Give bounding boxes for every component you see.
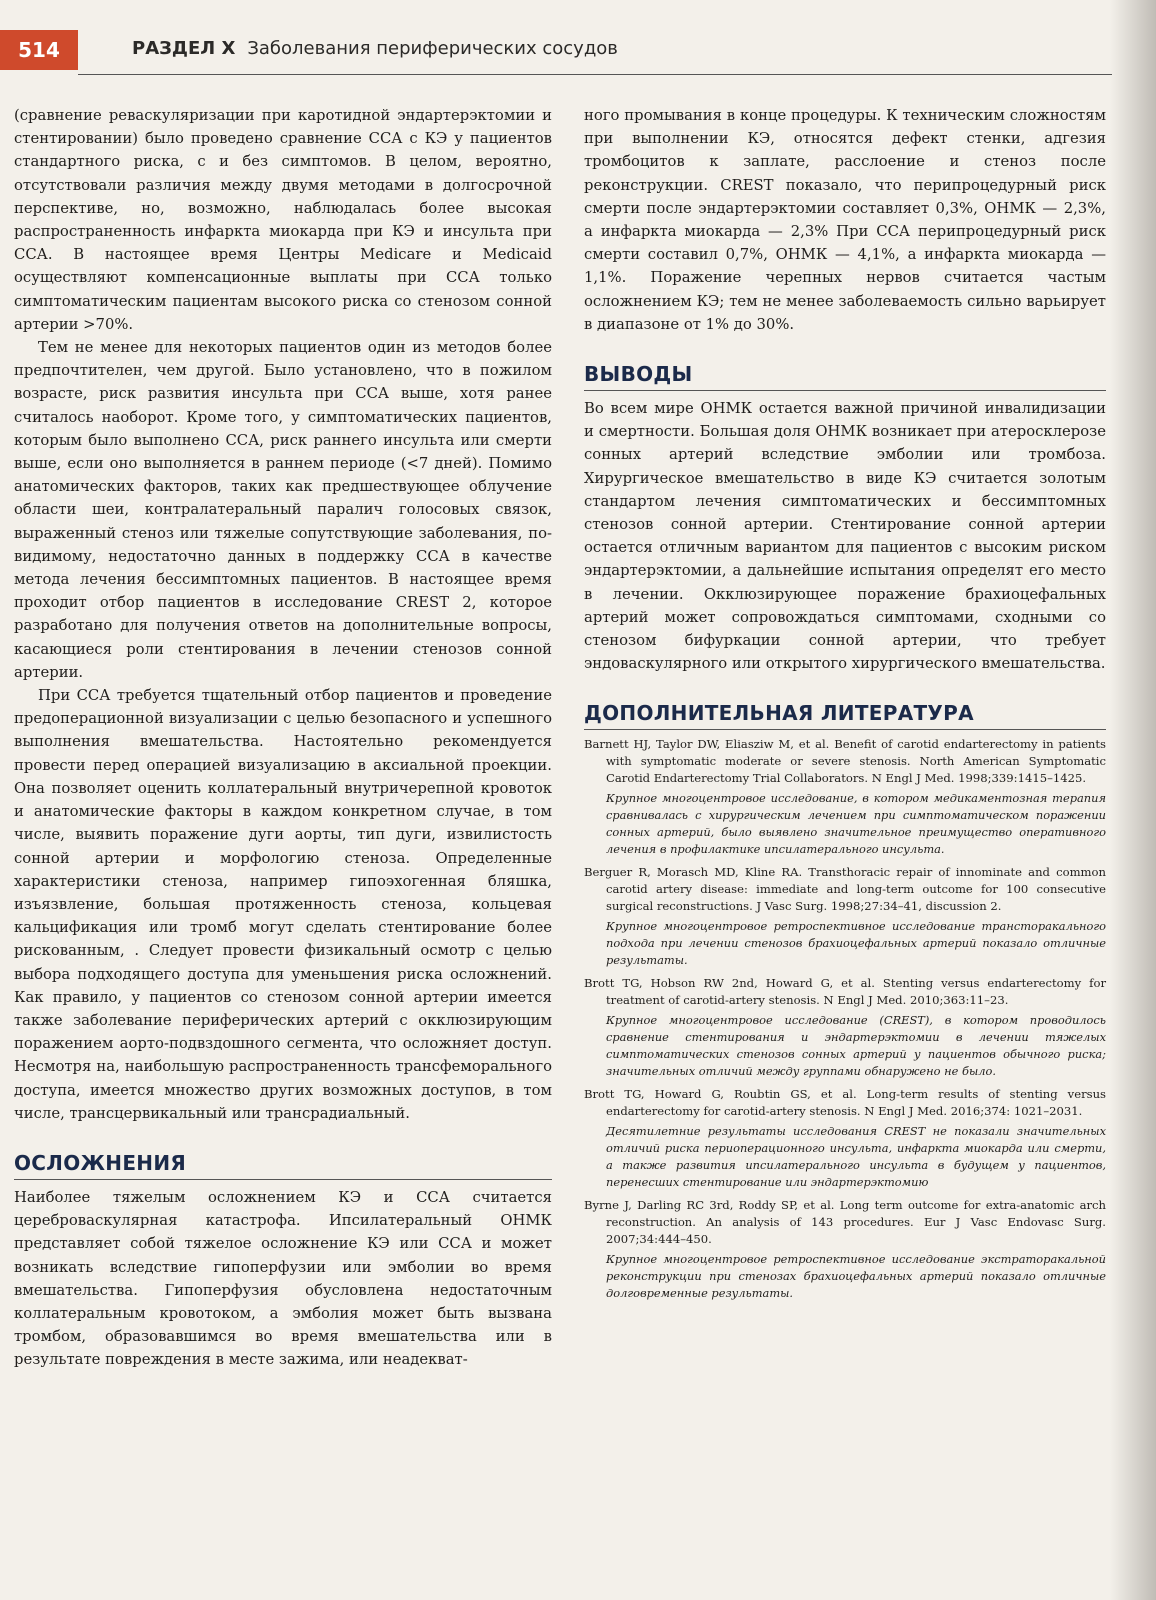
paragraph: Тем не менее для некоторых пациентов один из методов более предпочтителен, чем другой. Было установлено, что в пожилом возрасте, риск развития инсульта при ССА выше, хотя ранее считалось наоборот. Кроме того, у симптоматических пациентов, которым было выполнено ССА, риск раннего инсульта или смерти выше, если оно выполняется в раннем периоде (<7 дней). Помимо анатомических факторов, таких как предшествующее облучение области шеи, контралатеральный паралич голосовых связок, выраженный стеноз или тяжелые сопутствующие заболевания, по-видимому, недостаточно данных в поддержку ССА в качестве метода лечения бессимптомных пациентов. В настоящее время проходит отбор пациентов в исследование CREST 2, которое разработано для получения ответов на дополнительные вопросы, касающиеся роли стентирования в лечении стенозов сонной артерии. xyxy=(14,339,552,681)
reference-citation: Byrne J, Darling RC 3rd, Roddy SP, et al. Long term outcome for extra-anatomic arch reconstruction. An analysis of 143 procedures. Eur J Vasc Endovasc Surg. 2007;34:444–450. xyxy=(584,1198,1106,1247)
paragraph: При ССА требуется тщательный отбор пациентов и проведение предоперационной визуализации с целью безопасного и успешного выполнения вмешательства. Настоятельно рекомендуется провести перед операцией визуализацию в аксиальной проекции. Она позволяет оценить коллатеральный внутричерепной кровоток и анатомические факторы в каждом конкретном случае, в том числе, выявить поражение дуги аорты, тип дуги, извилистость сонной артерии и морфологию стеноза. Определенные характеристики стеноза, например гипоэхогенная бляшка, изъязвление, большая протяженность стеноза, кольцевая кальцификация или тромб могут сделать стентирование более рискованным, . Следует провести физикальный осмотр с целью выбора подходящего доступа для уменьшения риска осложнений. Как правило, у пациентов со стенозом сонной артерии имеется также заболевание периферических артерий с окклюзирующим поражением аорто-подвздошного сегмента, что осложняет доступ. Несмотря на, наибольшую распространенность трансфеморального доступа, имеется множество других возможных доступов, в том числе, трансцервикальный или трансрадиальный. xyxy=(14,687,552,1122)
paragraph: (сравнение реваскуляризации при каротидной эндартерэктомии и стентировании) было проведено сравнение ССА с КЭ у пациентов стандартного риска, с и без симптомов. В целом, вероятно, отсутствовали различия между двумя методами в долгосрочной перспективе, но, возможно, наблюдалась более высокая распространенность инфаркта миокарда при КЭ и инсульта при ССА. В настоящее время Центры Medicare и Medicaid осуществляют компенсационные выплаты при ССА только симптоматическим пациентам высокого риска со стенозом сонной артерии >70%. xyxy=(14,107,552,333)
complications-heading: ОСЛОЖНЕНИЯ xyxy=(14,1151,552,1180)
reference-citation: Brott TG, Howard G, Roubtin GS, et al. Long-term results of stenting versus endarterectomy for carotid-artery stenosis. N Engl J Med. 2016;374: 1021–2031. xyxy=(584,1087,1106,1119)
reference-list xyxy=(584,736,1106,1302)
reference-citation: Barnett HJ, Taylor DW, Eliasziw M, et al. Benefit of carotid endarterectomy in patients with symptomatic moderate or severe stenosis. North American Symptomatic Carotid Endarterectomy Trial Collaborators. N Engl J Med. 1998;339:1415–1425. xyxy=(584,737,1106,786)
conclusions-heading: ВЫВОДЫ xyxy=(584,362,1106,391)
paragraph: ного промывания в конце процедуры. К техническим сложностям при выполнении КЭ, относятся дефект стенки, адгезия тромбоцитов к заплате, расслоение и стеноз после реконструкции. CREST показало, что перипроцедурный риск смерти после эндартерэктомии составляет 0,3%, ОНМК — 2,3%, а инфаркта миокарда — 2,3% При ССА перипроцедурный риск смерти составил 0,7%, ОНМК — 4,1%, а инфаркта миокарда — 1,1%. Поражение черепных нервов считается частым осложнением КЭ; тем не менее заболеваемость сильно варьирует в диапазоне от 1% до 30%. xyxy=(584,107,1106,333)
literature-heading: ДОПОЛНИТЕЛЬНАЯ ЛИТЕРАТУРА xyxy=(584,701,1106,730)
right-column xyxy=(584,104,1106,1308)
reference-citation: Brott TG, Hobson RW 2nd, Howard G, et al. Stenting versus endarterectomy for treatment of carotid-artery stenosis. N Engl J Med. 2010;363:11–23. xyxy=(584,976,1106,1008)
running-head xyxy=(132,38,618,59)
section-title: Заболевания периферических сосудов xyxy=(247,38,618,59)
reference-note: Крупное многоцентровое ретроспективное исследование экстраторакальной реконструкции при стенозах брахиоцефальных артерий показало отличные долговременные результаты. xyxy=(606,1252,1106,1301)
reference-note: Крупное многоцентровое ретроспективное исследование трансторакального подхода при лечении стенозов брахиоцефальных артерий показало отличные результаты. xyxy=(606,919,1106,968)
paragraph: Наиболее тяжелым осложнением КЭ и ССА считается цереброваскулярная катастрофа. Ипсилатеральный ОНМК представляет собой тяжелое осложнение КЭ или ССА и может возникать вследствие гипоперфузии или эмболии во время вмешательства. Гипоперфузия обусловлена недостаточным коллатеральным кровотоком, а эмболия может быть вызвана тромбом, образовавшимся во время вмешательства или в результате повреждения в месте зажима, или неадекват- xyxy=(14,1188,552,1369)
page-fold-shadow xyxy=(1110,0,1156,1600)
reference-note: Крупное многоцентровое исследование (CREST), в котором проводилось сравнение стентирования и эндартерэктомии в лечении тяжелых симптоматических стенозов сонных артерий у пациентов обычного риска; значительных отличий между группами обнаружено не было. xyxy=(606,1013,1106,1079)
reference-note: Десятилетние результаты исследования CREST не показали значительных отличий риска периоперационного инсульта, инфаркта миокарда или смерти, а также развития ипсилатерального инсульта в будущем у пациентов, перенесших стентирование или эндартерэктомию xyxy=(606,1124,1106,1190)
left-column xyxy=(14,104,552,1372)
paragraph: Во всем мире ОНМК остается важной причиной инвалидизации и смертности. Большая доля ОНМК возникает при атеросклерозе сонных артерий вследствие эмболии или тромбоза. Хирургическое вмешательство в виде КЭ считается золотым стандартом лечения симптоматических и бессимптомных стенозов сонной артерии. Стентирование сонной артерии остается отличным вариантом для пациентов с высоким риском эндартерэктомии, а дальнейшие испытания определят его место в лечении. Окклюзирующее поражение брахиоцефальных артерий может сопровождаться симптомами, сходными со стенозом бифуркации сонной артерии, что требует эндоваскулярного или открытого хирургического вмешательства. xyxy=(584,400,1106,673)
page-number: 514 xyxy=(0,30,78,70)
reference-citation: Berguer R, Morasch MD, Kline RA. Transthoracic repair of innominate and common carotid artery disease: immediate and long-term outcome for 100 consecutive surgical reconstructions. J Vasc Surg. 1998;27:34–41, discussion 2. xyxy=(584,865,1106,914)
reference-note: Крупное многоцентровое исследование, в котором медикаментозная терапия сравнивалась с хирургическим лечением при симптоматическом поражении сонных артерий, было выявлено значительное преимущество оперативного лечения в профилактике ипсилатерального инсульта. xyxy=(606,791,1106,857)
header-rule xyxy=(78,74,1112,75)
section-label: РАЗДЕЛ X xyxy=(132,38,236,59)
